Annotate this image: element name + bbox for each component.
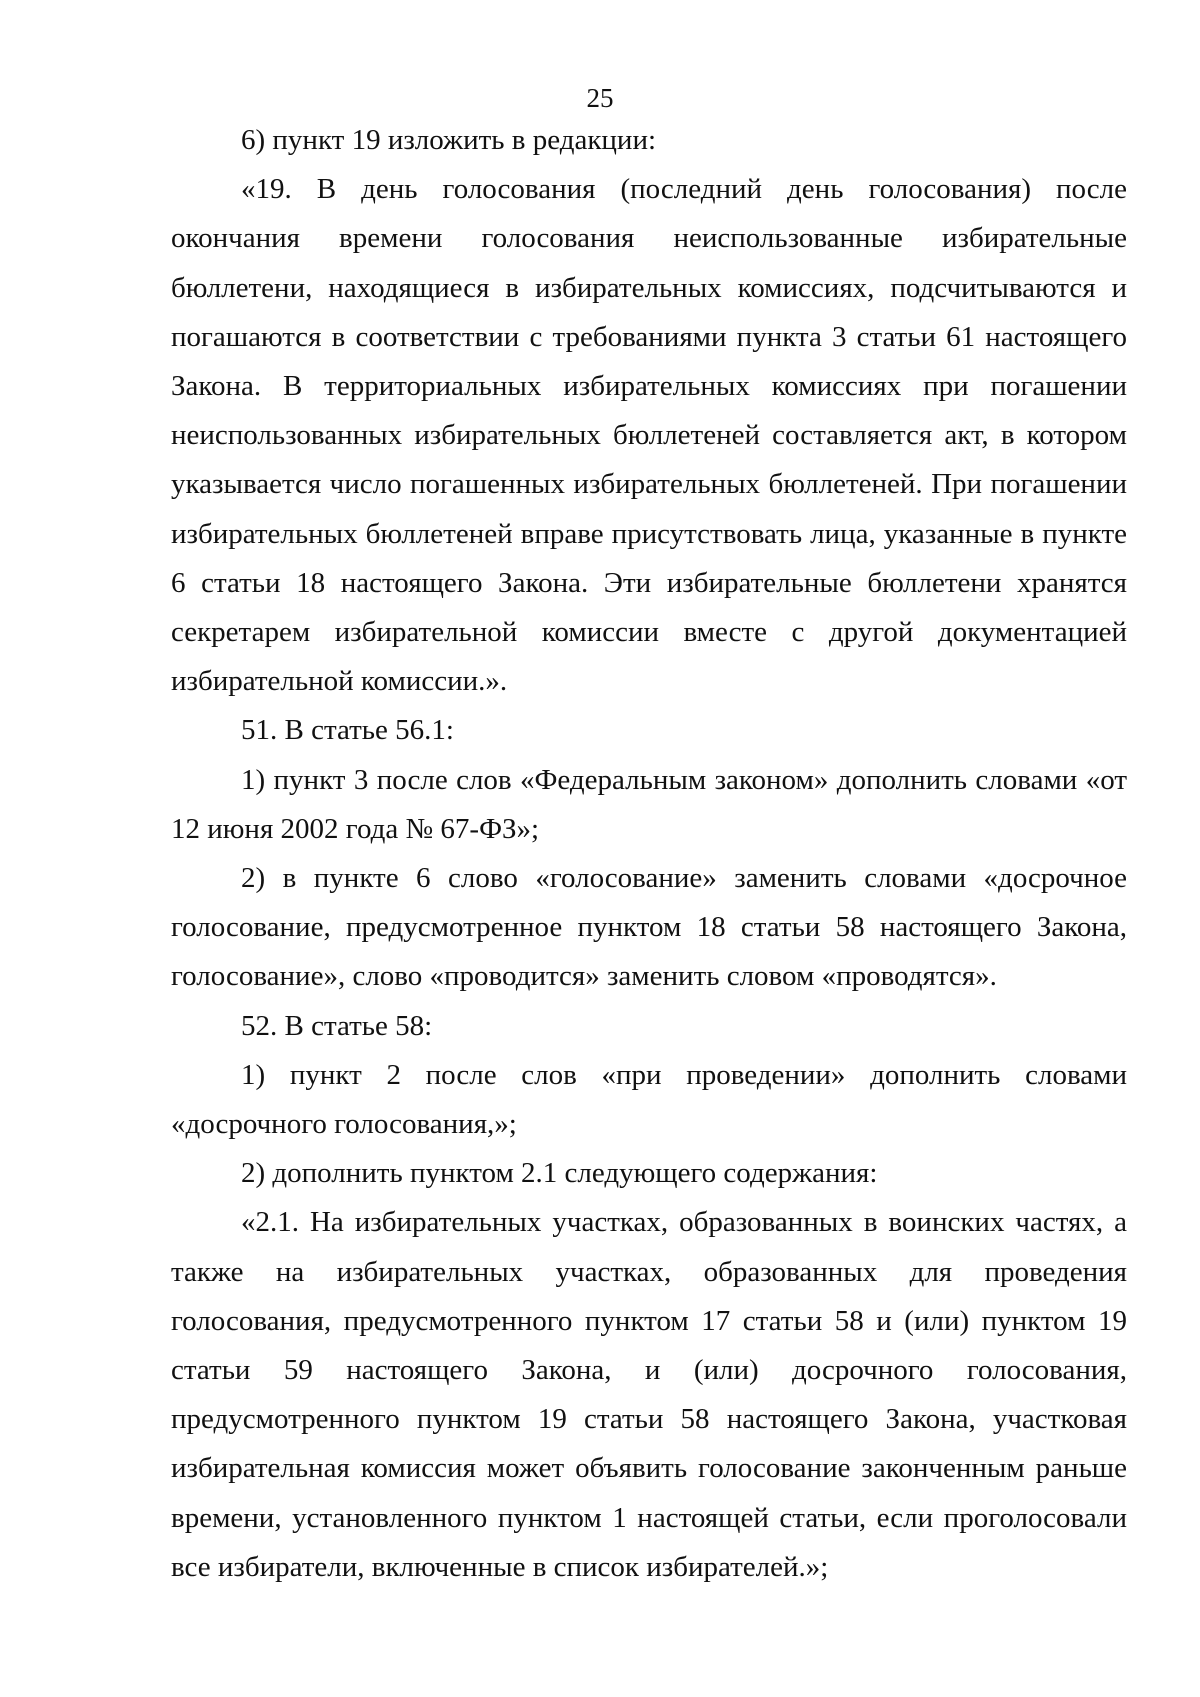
paragraph-item-6-heading: 6) пункт 19 изложить в редакции: [241, 124, 657, 156]
paragraph-section-52-heading: 52. В статье 58: [241, 1009, 433, 1042]
paragraph-section-52-item-2: 2) дополнить пунктом 2.1 следующего содержания: [241, 1157, 878, 1190]
paragraph-section-51-item-2: 2) в пункте 6 слово «голосование» заменить словами «досрочное голосование, предусмотренное пунктом 18 статьи 58 настоящего Закона, голосование», слово «проводится» заменить словом «проводятся». [171, 862, 1127, 993]
paragraph-section-51-heading: 51. В статье 56.1: [241, 714, 454, 747]
paragraph-section-51-item-1: 1) пункт 3 после слов «Федеральным законом» дополнить словами «от 12 июня 2002 года № 67-ФЗ»; [171, 763, 1127, 845]
paragraph-point-2-1-text: «2.1. На избирательных участках, образованных в воинских частях, а также на избирательных участках, образованных для проведения голосования, предусмотренного пунктом 17 статьи 58 и (или) пунктом 19 статьи 59 настоящего Закона, и (или) досрочного голосования, предусмотренного пунктом 19 статьи 58 настоящего Закона, участковая избирательная комиссия может объявить голосование законченным раньше времени, установленного пунктом 1 настоящей статьи, если проголосовали все избиратели, включенные в список избирателей.»; [171, 1206, 1127, 1583]
document-body [171, 116, 1127, 1592]
paragraph-section-52-item-1: 1) пункт 2 после слов «при проведении» дополнить словами «досрочного голосования,»; [171, 1058, 1127, 1141]
paragraph-point-19-text: «19. В день голосования (последний день голосования) после окончания времени голосования неиспользованные избирательные бюллетени, находящиеся в избирательных комиссиях, подсчитываются и погашаются в соответствии с требованиями пункта 3 статьи 61 настоящего Закона. В территориальных избирательных комиссиях при погашении неиспользованных избирательных бюллетеней составляется акт, в котором указывается число погашенных избирательных бюллетеней. При погашении избирательных бюллетеней вправе присутствовать лица, указанные в пункте 6 статьи 18 настоящего Закона. Эти избирательные бюллетени хранятся секретарем избирательной комиссии вместе с другой документацией избирательной комиссии.». [171, 173, 1127, 698]
page-number: 25 [586, 83, 614, 113]
